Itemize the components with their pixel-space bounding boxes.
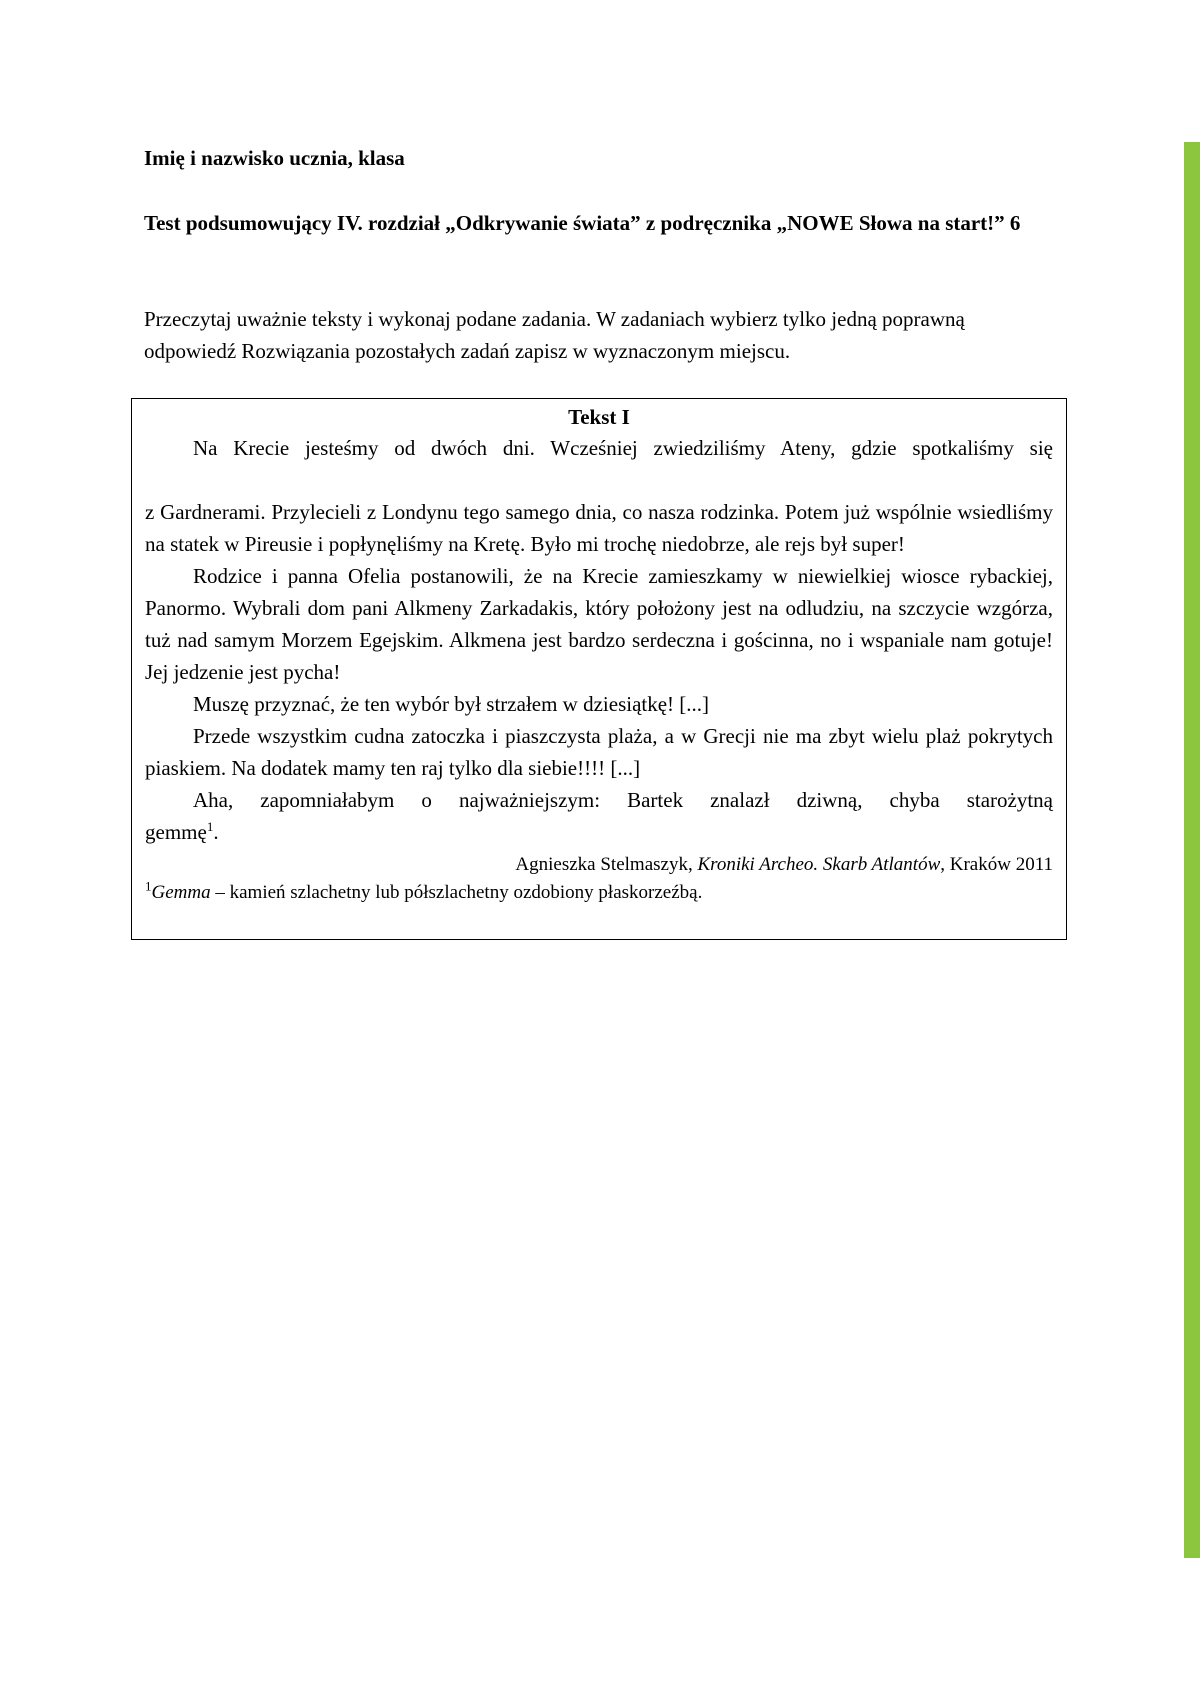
paragraph-3: Muszę przyznać, że ten wybór był strzałem w dziesiątkę! [...] (193, 692, 710, 716)
text-source-citation (145, 851, 1053, 879)
source-title: Kroniki Archeo. Skarb Atlantów (697, 854, 941, 875)
footnote (145, 879, 1053, 907)
gemma-word: gemmę (145, 820, 207, 844)
student-name-class-label: Imię i nazwisko ucznia, klasa (144, 146, 405, 170)
footnote-term: Gemma (151, 882, 211, 903)
text-box-title: Tekst I (568, 405, 630, 429)
paragraph-1-first-line: Na Krecie jesteśmy od dwóch dni. Wcześniej zwiedziliśmy Ateny, gdzie spotkaliśmy się (193, 436, 1053, 460)
page-accent-bar (1184, 142, 1200, 1558)
footnote-definition: – kamień szlachetny lub półszlachetny ozdobiony płaskorzeźbą. (210, 882, 703, 903)
source-place-year: , Kraków 2011 (940, 854, 1053, 875)
footnote-number: 1 (145, 878, 152, 894)
footnote-marker: 1 (206, 819, 214, 834)
paragraph-5-tail (145, 816, 1053, 848)
paragraph-5-end: . (213, 820, 219, 844)
paragraph-4: Przede wszystkim cudna zatoczka i piaszczysta plaża, a w Grecji nie ma zbyt wielu plaż pokrytych piaskiem. Na dodatek mamy ten raj tylko dla siebie!!!! [...] (145, 724, 1053, 780)
paragraph-2: Rodzice i panna Ofelia postanowili, że na Krecie zamieszkamy w niewielkiej wiosce rybackiej, Panormo. Wybrali dom pani Alkmeny Zarkadakis, który położony jest na odludziu, na szczycie wzgórza, tuż nad samym Morzem Egejskim. Alkmena jest bardzo serdeczna i gościnna, no i wspaniale nam gotuje! Jej jedzenie jest pycha! (145, 564, 1053, 684)
paragraph-1-continued: z Gardnerami. Przylecieli z Londynu tego samego dnia, co nasza rodzinka. Potem już wspólnie wsiedliśmy na statek w Pireusie i popłynęliśmy na Kretę. Było mi trochę niedobrze, ale rejs był super! (145, 500, 1053, 556)
test-title: Test podsumowujący IV. rozdział „Odkrywanie świata” z podręcznika „NOWE Słowa na start!” 6 (144, 211, 1021, 235)
paragraph-5-first-line: Aha, zapomniałabym o najważniejszym: Bartek znalazł dziwną, chyba starożytną (193, 788, 1053, 812)
source-author: Agnieszka Stelmaszyk, (515, 854, 698, 875)
reading-text-box (131, 398, 1067, 940)
test-instructions: Przeczytaj uważnie teksty i wykonaj podane zadania. W zadaniach wybierz tylko jedną poprawną odpowiedź Rozwiązania pozostałych zadań zapisz w wyznaczonym miejscu. (144, 307, 965, 363)
